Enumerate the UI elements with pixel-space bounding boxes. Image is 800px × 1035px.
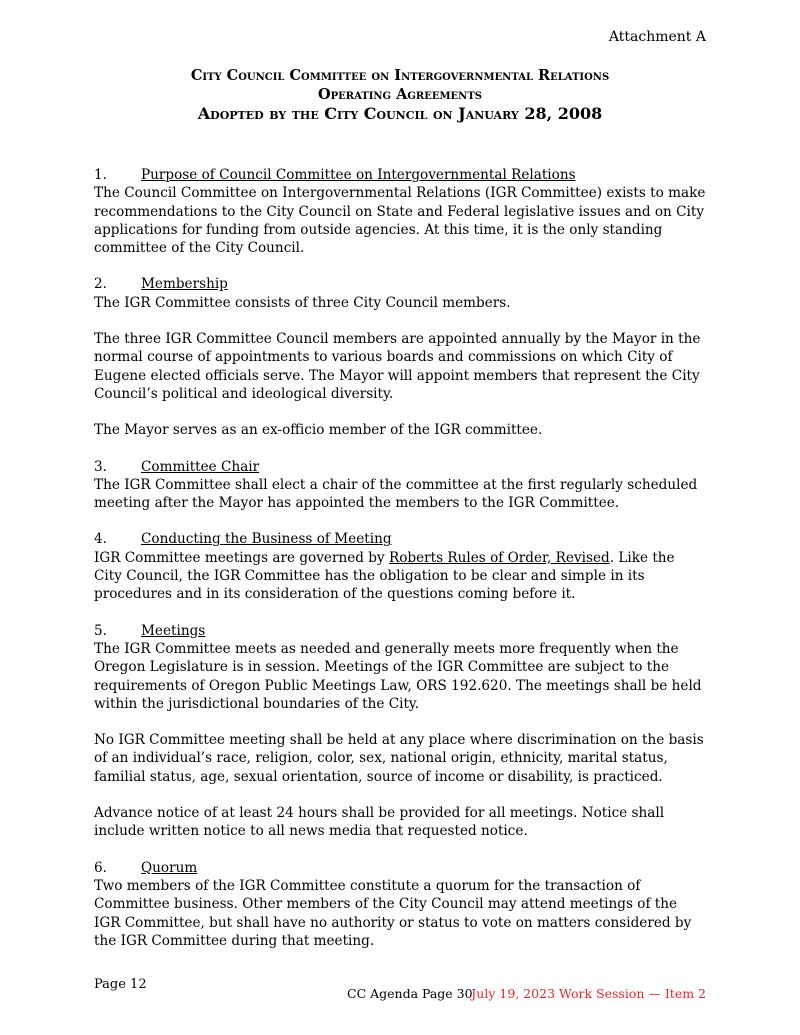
section-paragraph: The IGR Committee consists of three City Council members.: [94, 294, 511, 311]
section-paragraph: Two members of the IGR Committee constitute a quorum for the transaction of Committee business. Other members of the City Council may attend meetings of the IGR Committee, but shall have no authority or status to vote on matters considered by the IGR Committee during that meeting.: [94, 877, 692, 949]
section-number: 6.: [94, 859, 107, 876]
section-heading: [94, 458, 706, 476]
title-line-3: Adopted by the City Council on January 28, 2008: [197, 104, 603, 123]
paragraph-text: IGR Committee meetings are governed by: [94, 549, 389, 566]
document-body: [94, 166, 706, 968]
section-paragraph: The Mayor serves as an ex-officio member of the IGR committee.: [94, 422, 543, 439]
title-line-2: Operating Agreements: [318, 86, 482, 103]
section-heading: [94, 275, 706, 293]
section-meetings: [94, 622, 706, 841]
section-paragraph: [94, 549, 706, 604]
paragraph-text: . Like the City Council, the IGR Committee has the obligation to be clear and simple in its procedures and in its consideration of the questions coming before it.: [94, 549, 675, 603]
section-membership: [94, 275, 706, 439]
work-session-label: July 19, 2023 Work Session — Item 2: [471, 986, 706, 1001]
agenda-page: CC Agenda Page 30: [347, 986, 473, 1001]
section-title: Membership: [141, 276, 228, 293]
section-title: Purpose of Council Committee on Intergovernmental Relations: [141, 167, 576, 183]
section-paragraph: The IGR Committee meets as needed and generally meets more frequently when the Oregon Legislature is in session. Meetings of the IGR Committee are subject to the requirements of Oregon Public Meetings Law, ORS 192.620. The meetings shall be held within the jurisdictional boundaries of the City.: [94, 640, 702, 712]
section-purpose: [94, 166, 706, 257]
section-number: 3.: [94, 458, 107, 475]
section-title: Meetings: [141, 622, 206, 639]
section-title: Quorum: [141, 859, 198, 876]
section-title: Conducting the Business of Meeting: [141, 531, 392, 548]
attachment-label: Attachment A: [608, 29, 706, 45]
section-conducting-business: [94, 530, 706, 603]
section-paragraph: The three IGR Committee Council members are appointed annually by the Mayor in the normal course of appointments to various boards and commissions on which City of Eugene elected officials serve. The Mayor will appoint members that represent the City Council’s political and ideological diversity.: [94, 331, 701, 402]
section-number: 1.: [94, 167, 107, 183]
section-heading: [94, 166, 706, 184]
section-heading: [94, 530, 706, 548]
section-paragraph: No IGR Committee meeting shall be held at any place where discrimination on the basis of an individual’s race, religion, color, sex, national origin, ethnicity, marital status, familial status, age, sexual orientation, source of income or disability, is practiced.: [94, 732, 704, 785]
section-title: Committee Chair: [141, 458, 260, 475]
section-paragraph: The IGR Committee shall elect a chair of the committee at the first regularly scheduled meeting after the Mayor has appointed the members to the IGR Committee.: [94, 476, 698, 512]
title-line-1: City Council Committee on Intergovernmental Relations: [190, 67, 610, 84]
section-number: 2.: [94, 276, 107, 293]
section-committee-chair: [94, 458, 706, 513]
page-number: Page 12: [94, 977, 147, 992]
section-number: 4.: [94, 531, 107, 548]
document-title: [0, 66, 800, 123]
section-paragraph: The Council Committee on Intergovernmental Relations (IGR Committee) exists to make recommendations to the City Council on State and Federal legislative issues and on City applications for funding from outside agencies. At this time, it is the only standing committee of the City Council.: [94, 185, 706, 257]
section-heading: [94, 622, 706, 640]
roberts-rules-reference: Roberts Rules of Order, Revised: [388, 549, 610, 566]
section-quorum: [94, 859, 706, 950]
section-heading: [94, 859, 706, 877]
section-number: 5.: [94, 622, 107, 639]
section-paragraph: Advance notice of at least 24 hours shall be provided for all meetings. Notice shall include written notice to all news media that requested notice.: [94, 805, 665, 840]
